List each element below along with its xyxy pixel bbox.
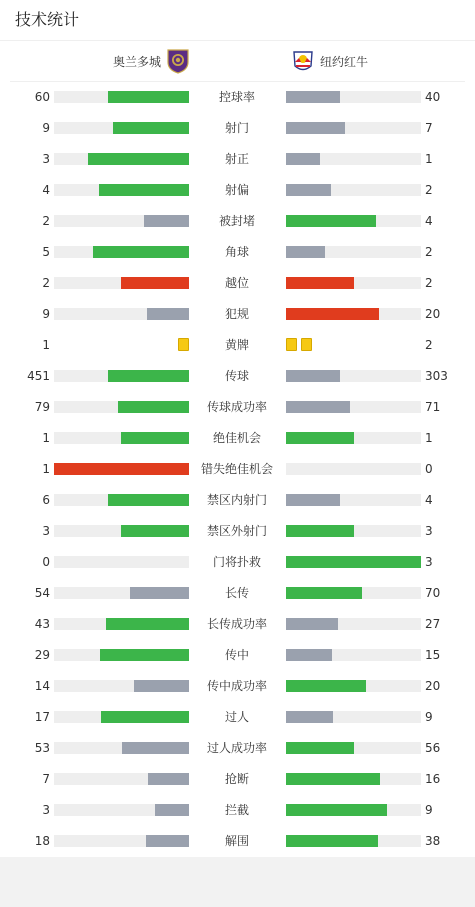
stat-row [0, 453, 475, 484]
home-bar-track [54, 277, 189, 289]
yellow-card-icon [286, 338, 297, 351]
stat-label: 被封堵 [218, 214, 255, 228]
stat-label: 错失绝佳机会 [200, 462, 273, 476]
home-value: 29 [34, 648, 50, 662]
home-bar-track [54, 587, 189, 599]
stat-row [0, 329, 475, 360]
home-team-name: 奥兰多城 [113, 54, 162, 69]
stat-row [0, 112, 475, 143]
home-bar-track [54, 494, 189, 506]
away-value: 1 [425, 152, 433, 166]
home-bar-fill [108, 91, 189, 103]
stat-label: 射偏 [224, 183, 249, 197]
away-team-name: 纽约红牛 [320, 54, 369, 69]
home-value: 54 [34, 586, 50, 600]
stat-label: 传球 [224, 369, 249, 383]
away-bar-fill [286, 277, 354, 289]
stat-row [0, 794, 475, 825]
away-bar-track [286, 153, 421, 165]
away-value: 71 [425, 400, 441, 414]
home-bar-fill [106, 618, 189, 630]
home-bar-track [54, 308, 189, 320]
away-bar-track [286, 618, 421, 630]
away-bar-fill [286, 680, 366, 692]
yellow-card-icon [301, 338, 312, 351]
home-bar-fill [101, 711, 189, 723]
away-bar-fill [286, 370, 340, 382]
home-value: 5 [42, 245, 50, 259]
away-bar-fill [286, 401, 350, 413]
away-value: 2 [425, 276, 433, 290]
home-bar-track [54, 835, 189, 847]
home-value: 2 [42, 214, 50, 228]
home-bar-track [54, 711, 189, 723]
home-bar-fill [121, 432, 189, 444]
stat-row [0, 174, 475, 205]
stat-label: 控球率 [218, 90, 255, 104]
home-team[interactable] [113, 47, 190, 75]
home-bar-track [54, 91, 189, 103]
home-bar-fill [54, 463, 189, 475]
stat-row [0, 81, 475, 112]
home-value: 60 [34, 90, 50, 104]
section-title: 技术统计 [15, 10, 80, 29]
home-bar-fill [147, 308, 189, 320]
home-value: 451 [27, 369, 50, 383]
away-value: 70 [425, 586, 441, 600]
home-value: 3 [42, 524, 50, 538]
away-bar-fill [286, 742, 354, 754]
away-value: 2 [425, 338, 433, 352]
away-bar-fill [286, 215, 376, 227]
home-value: 2 [42, 276, 50, 290]
away-team[interactable] [291, 47, 368, 75]
away-bar-fill [286, 432, 354, 444]
home-yellow-cards [178, 338, 189, 351]
away-bar-fill [286, 122, 345, 134]
home-bar-fill [146, 835, 189, 847]
home-bar-fill [148, 773, 189, 785]
stat-row [0, 639, 475, 670]
away-bar-track [286, 401, 421, 413]
home-bar-fill [130, 587, 189, 599]
home-value: 43 [34, 617, 50, 631]
stat-row [0, 546, 475, 577]
stat-row [0, 360, 475, 391]
away-bar-fill [286, 494, 340, 506]
away-bar-fill [286, 773, 380, 785]
home-value: 1 [42, 431, 50, 445]
away-value: 303 [425, 369, 448, 383]
stat-row [0, 205, 475, 236]
away-bar-track [286, 308, 421, 320]
away-value: 40 [425, 90, 441, 104]
stat-row [0, 701, 475, 732]
home-bar-track [54, 122, 189, 134]
away-value: 2 [425, 245, 433, 259]
stat-row [0, 608, 475, 639]
stat-label: 传球成功率 [206, 400, 267, 414]
away-bar-fill [286, 91, 340, 103]
away-bar-track [286, 587, 421, 599]
home-bar-fill [121, 525, 189, 537]
away-bar-track [286, 649, 421, 661]
away-bar-fill [286, 711, 333, 723]
away-bar-track [286, 711, 421, 723]
away-value: 3 [425, 524, 433, 538]
home-bar-fill [144, 215, 189, 227]
away-bar-fill [286, 835, 378, 847]
home-bar-track [54, 680, 189, 692]
stat-label: 射门 [224, 121, 249, 135]
stat-row [0, 763, 475, 794]
stat-label: 长传 [224, 586, 249, 600]
stat-label: 解围 [224, 834, 249, 848]
home-bar-fill [108, 370, 189, 382]
away-bar-track [286, 525, 421, 537]
home-bar-fill [93, 246, 189, 258]
home-bar-fill [100, 649, 189, 661]
away-value: 27 [425, 617, 441, 631]
home-bar-track [54, 463, 189, 475]
home-bar-fill [99, 184, 189, 196]
away-bar-track [286, 370, 421, 382]
stat-label: 绝佳机会 [212, 431, 261, 445]
stat-label: 拦截 [224, 803, 249, 817]
home-value: 0 [42, 555, 50, 569]
stat-row [0, 298, 475, 329]
away-yellow-cards [286, 338, 312, 351]
away-value: 20 [425, 307, 441, 321]
away-bar-track [286, 773, 421, 785]
stat-row [0, 670, 475, 701]
away-value: 4 [425, 214, 433, 228]
away-bar-track [286, 494, 421, 506]
away-bar-track [286, 277, 421, 289]
home-bar-fill [121, 277, 189, 289]
away-bar-track [286, 215, 421, 227]
yellow-card-icon [178, 338, 189, 351]
home-value: 79 [34, 400, 50, 414]
away-value: 2 [425, 183, 433, 197]
away-bar-fill [286, 184, 331, 196]
stat-row [0, 825, 475, 856]
away-bar-track [286, 246, 421, 258]
away-bar-track [286, 680, 421, 692]
away-bar-track [286, 835, 421, 847]
away-value: 9 [425, 803, 433, 817]
home-bar-track [54, 556, 189, 568]
stat-label: 过人 [224, 710, 249, 724]
home-bar-fill [88, 153, 189, 165]
home-bar-fill [108, 494, 189, 506]
away-bar-track [286, 432, 421, 444]
away-value: 9 [425, 710, 433, 724]
stat-label: 抢断 [224, 772, 249, 786]
home-bar-fill [122, 742, 189, 754]
away-bar-fill [286, 804, 387, 816]
home-value: 7 [42, 772, 50, 786]
home-value: 3 [42, 152, 50, 166]
stat-label: 禁区内射门 [206, 493, 267, 507]
away-value: 56 [425, 741, 441, 755]
away-value: 1 [425, 431, 433, 445]
home-bar-fill [113, 122, 189, 134]
home-bar-track [54, 618, 189, 630]
away-value: 15 [425, 648, 441, 662]
home-bar-track [54, 246, 189, 258]
home-bar-track [54, 153, 189, 165]
stat-label: 门将扑救 [212, 555, 261, 569]
away-bar-fill [286, 153, 320, 165]
away-bar-track [286, 122, 421, 134]
orlando-city-crest-icon [166, 48, 190, 74]
stat-label: 越位 [224, 276, 249, 290]
home-bar-fill [134, 680, 189, 692]
away-bar-fill [286, 525, 354, 537]
home-value: 53 [34, 741, 50, 755]
away-bar-track [286, 742, 421, 754]
away-bar-fill [286, 308, 379, 320]
stat-label: 长传成功率 [206, 617, 267, 631]
stat-row [0, 236, 475, 267]
stat-label: 犯规 [224, 307, 249, 321]
away-value: 4 [425, 493, 433, 507]
home-value: 14 [34, 679, 50, 693]
home-value: 9 [42, 121, 50, 135]
home-value: 1 [42, 338, 50, 352]
home-bar-track [54, 804, 189, 816]
home-bar-track [54, 184, 189, 196]
stat-row [0, 732, 475, 763]
home-bar-track [54, 215, 189, 227]
stat-row [0, 577, 475, 608]
away-bar-track [286, 184, 421, 196]
stat-row [0, 143, 475, 174]
home-bar-fill [118, 401, 189, 413]
stat-row [0, 515, 475, 546]
home-value: 17 [34, 710, 50, 724]
home-value: 6 [42, 493, 50, 507]
home-bar-track [54, 401, 189, 413]
away-value: 20 [425, 679, 441, 693]
home-bar-track [54, 742, 189, 754]
away-bar-track [286, 463, 421, 475]
home-value: 1 [42, 462, 50, 476]
stat-label: 传中成功率 [206, 679, 267, 693]
stat-label: 传中 [224, 648, 249, 662]
away-bar-fill [286, 246, 325, 258]
stat-row [0, 267, 475, 298]
home-bar-track [54, 370, 189, 382]
away-value: 7 [425, 121, 433, 135]
away-bar-fill [286, 649, 332, 661]
away-bar-track [286, 556, 421, 568]
stat-label: 射正 [224, 152, 249, 166]
ny-red-bulls-crest-icon [291, 48, 315, 74]
home-bar-track [54, 432, 189, 444]
stat-row [0, 391, 475, 422]
away-value: 38 [425, 834, 441, 848]
away-value: 3 [425, 555, 433, 569]
home-value: 9 [42, 307, 50, 321]
stat-row [0, 484, 475, 515]
away-bar-fill [286, 587, 362, 599]
stat-label: 过人成功率 [206, 741, 267, 755]
home-value: 3 [42, 803, 50, 817]
home-bar-track [54, 773, 189, 785]
stat-row [0, 422, 475, 453]
stat-label: 禁区外射门 [206, 524, 267, 538]
stat-label: 角球 [224, 245, 249, 259]
away-value: 16 [425, 772, 441, 786]
home-bar-track [54, 525, 189, 537]
stat-label: 黄牌 [224, 338, 249, 352]
divider [0, 40, 475, 41]
away-bar-fill [286, 618, 338, 630]
away-value: 0 [425, 462, 433, 476]
home-bar-fill [155, 804, 189, 816]
home-value: 18 [34, 834, 50, 848]
home-bar-track [54, 649, 189, 661]
home-value: 4 [42, 183, 50, 197]
away-bar-track [286, 804, 421, 816]
away-bar-fill [286, 556, 421, 568]
away-bar-track [286, 91, 421, 103]
